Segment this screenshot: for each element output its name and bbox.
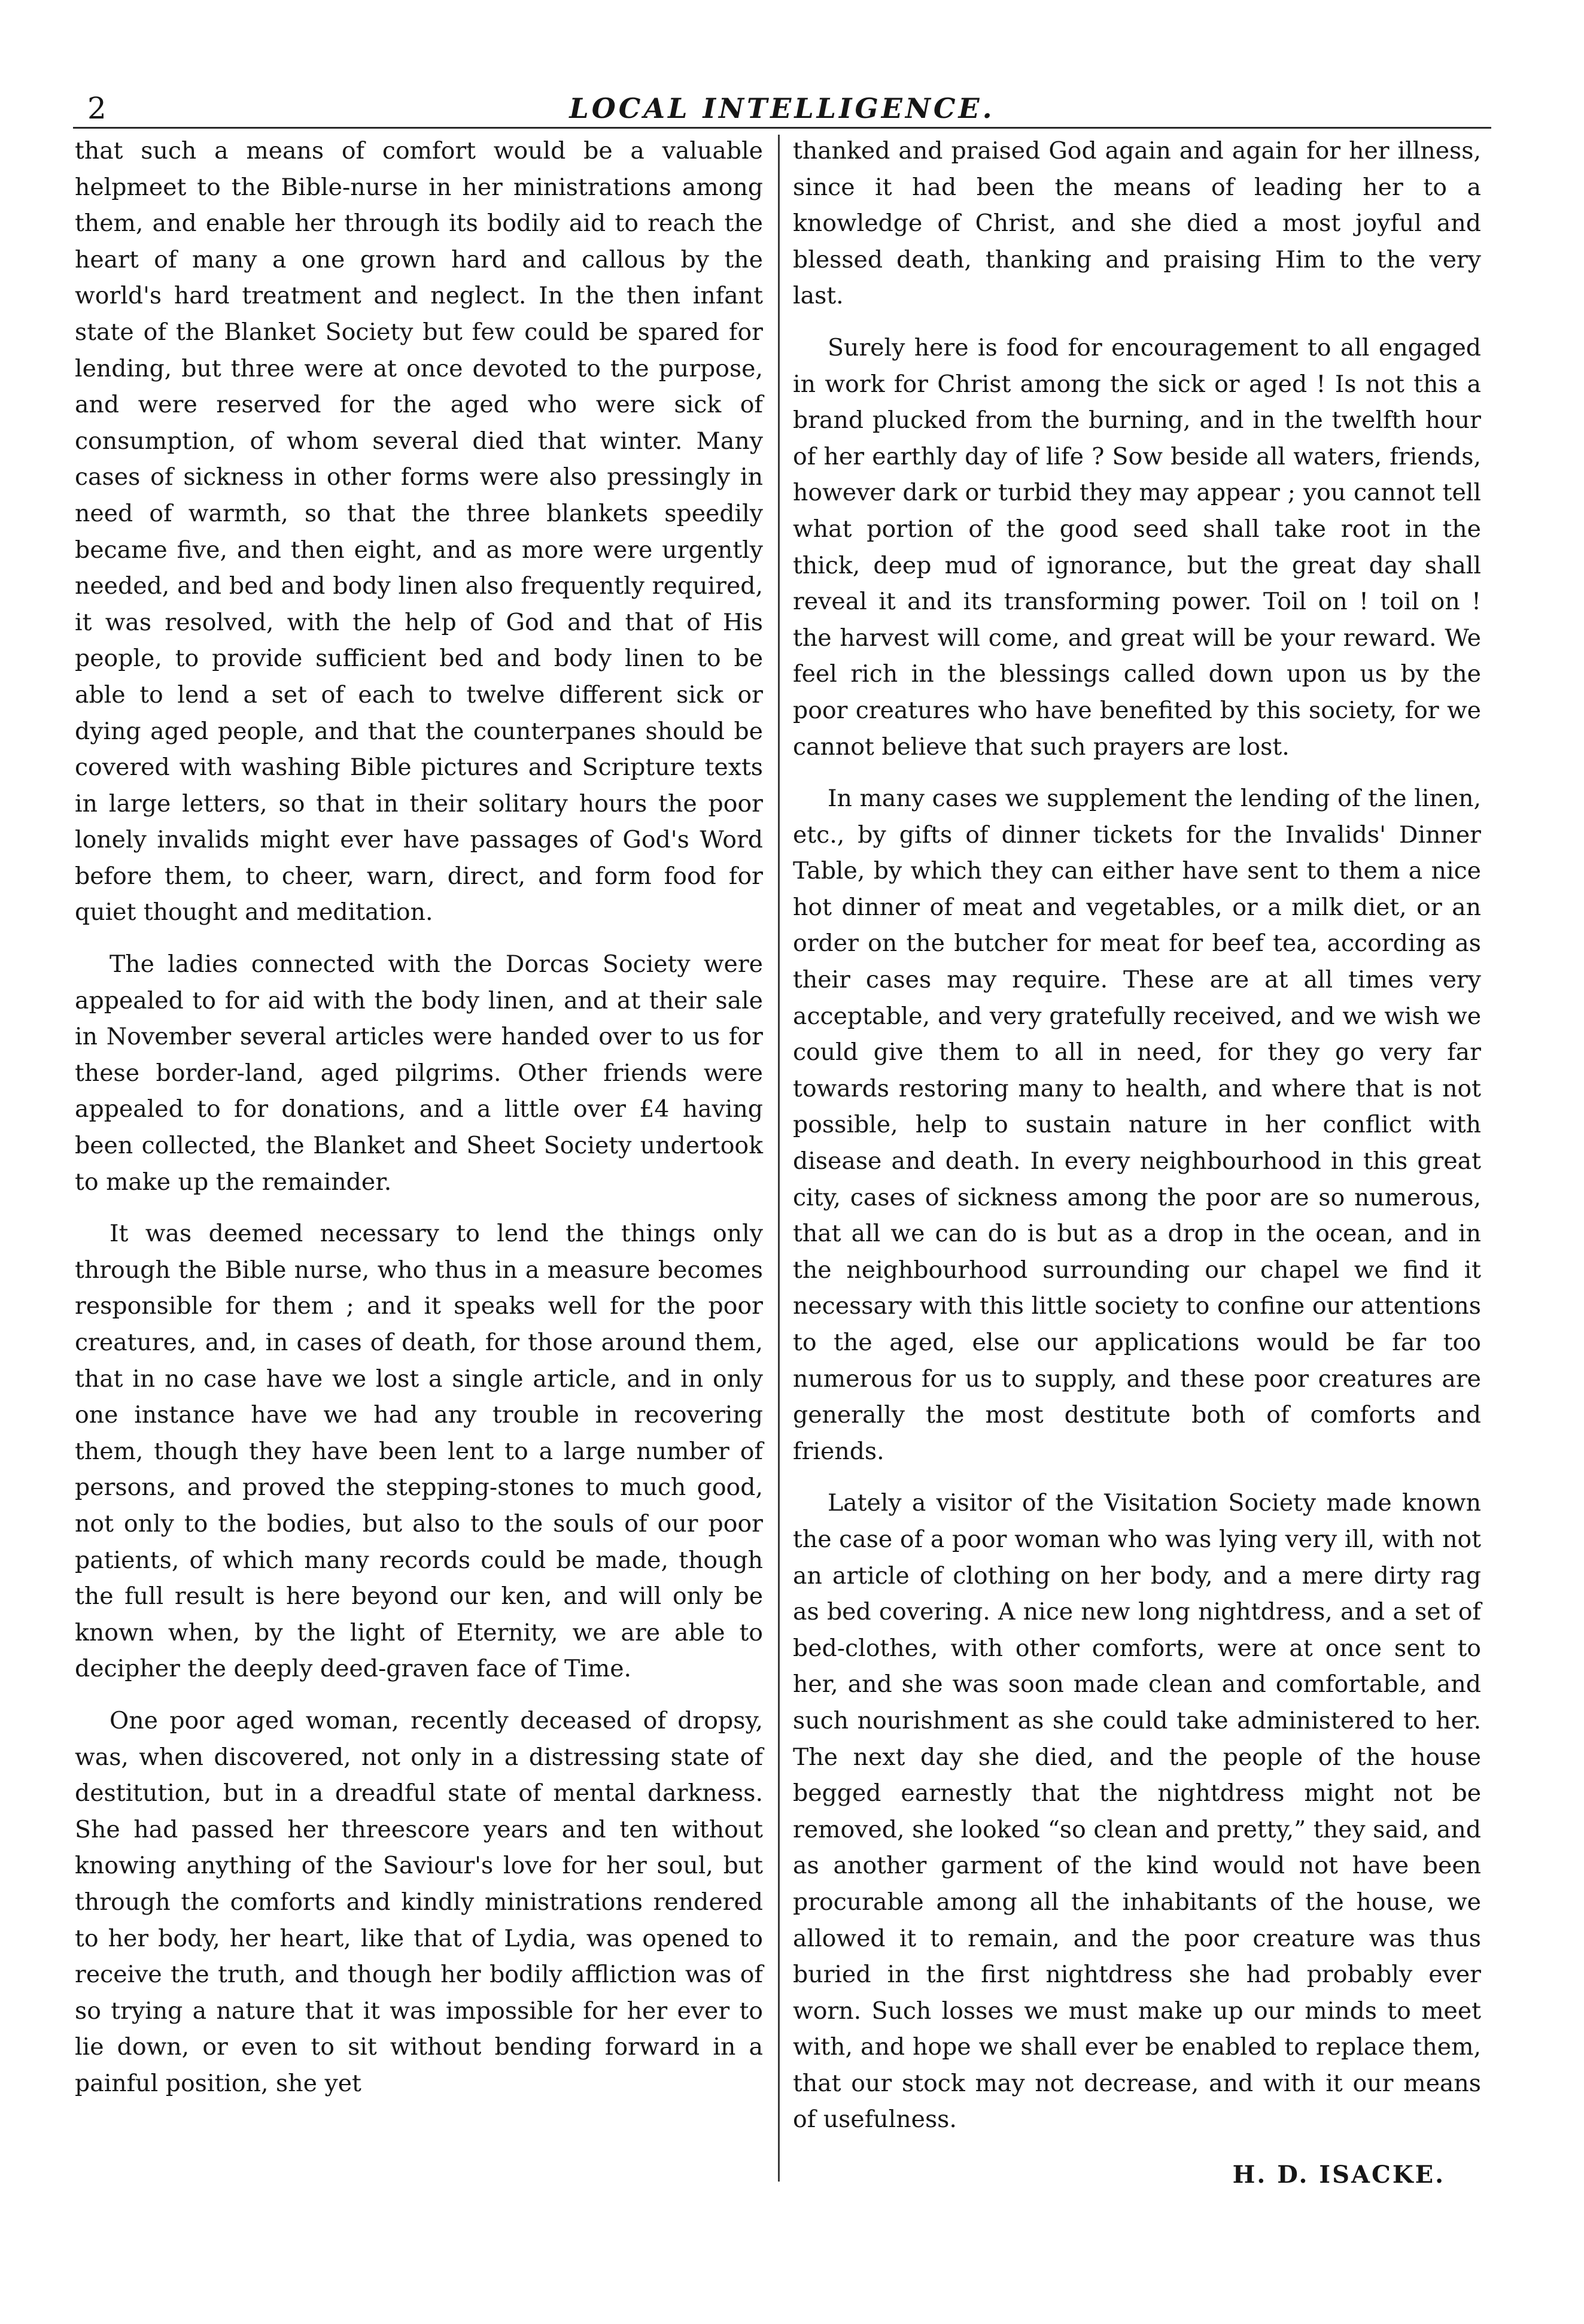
paragraph: It was deemed necessary to lend the things only through the Bible nurse, who thus in a measure becomes responsible for them ; and it speaks well for the poor creatures, and, in cases of death, for those around them, that in no case have we lost a single article, and in only one instance have we had any trouble in recovering them, though they have been lent to a large number of persons, and proved the stepping-stones to much good, not only to the bodies, but also to the souls of our poor patients, of which many records could be made, though the full result is here beyond our ken, and will only be known when, by the light of Eternity, we are able to decipher the deeply deed-graven face of Time. [75,1220,763,1683]
paragraph: In many cases we supplement the lending of the linen, etc., by gifts of dinner tickets for the Invalids' Dinner Table, by which they can either have sent to them a nice hot dinner of meat and vegetables, or a milk diet, or an order on the butcher for meat for beef tea, according as their cases may require. These are at all times very acceptable, and very gratefully received, and we wish we could give them to all in need, for they go very far towards restoring many to health, and where that is not possible, help to sustain nature in her conflict with disease and death. In every neighbourhood in this great city, cases of sickness among the poor are so numerous, that all we can do is but as a drop in the ocean, and in the neighbourhood surrounding our chapel we find it necessary with this little society to confine our attentions to the aged, else our applications would be far too numerous for us to supply, and these poor creatures are generally the most destitute both of comforts and friends. [793,785,1481,1465]
running-title: LOCAL INTELLIGENCE. [569,92,995,124]
right-column [793,133,1481,2192]
paragraph: thanked and praised God again and again for her illness, since it had been the means of leading her to a knowledge of Christ, and she died a most joyful and blessed death, thanking and praising Him to the very last. [793,137,1481,310]
page-number: 2 [87,91,107,126]
paragraph: Surely here is food for encouragement to all engaged in work for Christ among the sick or aged ! Is not this a brand plucked from the burning, and in the twelfth hour of her earthly day of life ? Sow beside all waters, friends, however dark or turbid they may appear ; you cannot tell what portion of the good seed shall take root in the thick, deep mud of ignorance, but the great day shall reveal it and its transforming power. Toil on ! toil on ! the harvest will come, and great will be your reward. We feel rich in the blessings called down upon us by the poor creatures who have benefited by this society, for we cannot believe that such prayers are lost. [793,333,1481,761]
left-column [75,133,763,2101]
paragraph: The ladies connected with the Dorcas Society were appealed to for aid with the body linen, and at their sale in November several articles were handed over to us for these border-land, aged pilgrims. Other friends were appealed to for donations, and a little over £4 having been collected, the Blanket and Sheet Society undertook to make up the remainder. [75,950,763,1196]
paragraph: that such a means of comfort would be a valuable helpmeet to the Bible-nurse in her ministrations among them, and enable her through its bodily aid to reach the heart of many a one grown hard and callous by the world's hard treatment and neglect. In the then infant state of the Blanket Society but few could be spared for lending, but three were at once devoted to the purpose, and were reserved for the aged who were sick of consumption, of whom several died that winter. Many cases of sickness in other forms were also pressingly in need of warmth, so that the three blankets speedily became five, and then eight, and as more were urgently needed, and bed and body linen also frequently required, it was resolved, with the help of God and that of His people, to provide sufficient bed and body linen to be able to lend a set of each to twelve different sick or dying aged people, and that the counterpanes should be covered with washing Bible pictures and Scripture texts in large letters, so that in their solitary hours the poor lonely invalids might ever have passages of God's Word before them, to cheer, warn, direct, and form food for quiet thought and meditation. [75,137,763,926]
page-header [73,90,1491,129]
author-signature: H. D. ISACKE. [1232,2161,1445,2189]
column-divider [778,135,780,2182]
paragraph: One poor aged woman, recently deceased of dropsy, was, when discovered, not only in a distressing state of destitution, but in a dreadful state of mental darkness. She had passed her threescore years and ten without knowing anything of the Saviour's love for her soul, but through the comforts and kindly ministrations rendered to her body, her heart, like that of Lydia, was opened to receive the truth, and though her bodily affliction was of so trying a nature that it was impossible for her ever to lie down, or even to sit without bending forward in a painful position, she yet [75,1706,763,2097]
paragraph: Lately a visitor of the Visitation Society made known the case of a poor woman who was lying very ill, with not an article of clothing on her body, and a mere dirty rag as bed covering. A nice new long nightdress, and a set of bed-clothes, with other comforts, were at once sent to her, and she was soon made clean and comfortable, and such nourishment as she could take administered to her. The next day she died, and the people of the house begged earnestly that the nightdress might not be removed, she looked “so clean and pretty,” they said, and as another garment of the kind would not have been procurable among all the inhabitants of the house, we allowed it to remain, and the poor creature was thus buried in the first nightdress she had probably ever worn. Such losses we must make up our minds to meet with, and hope we shall ever be enabled to replace them, that our stock may not decrease, and with it our means of usefulness. [793,1489,1481,2134]
